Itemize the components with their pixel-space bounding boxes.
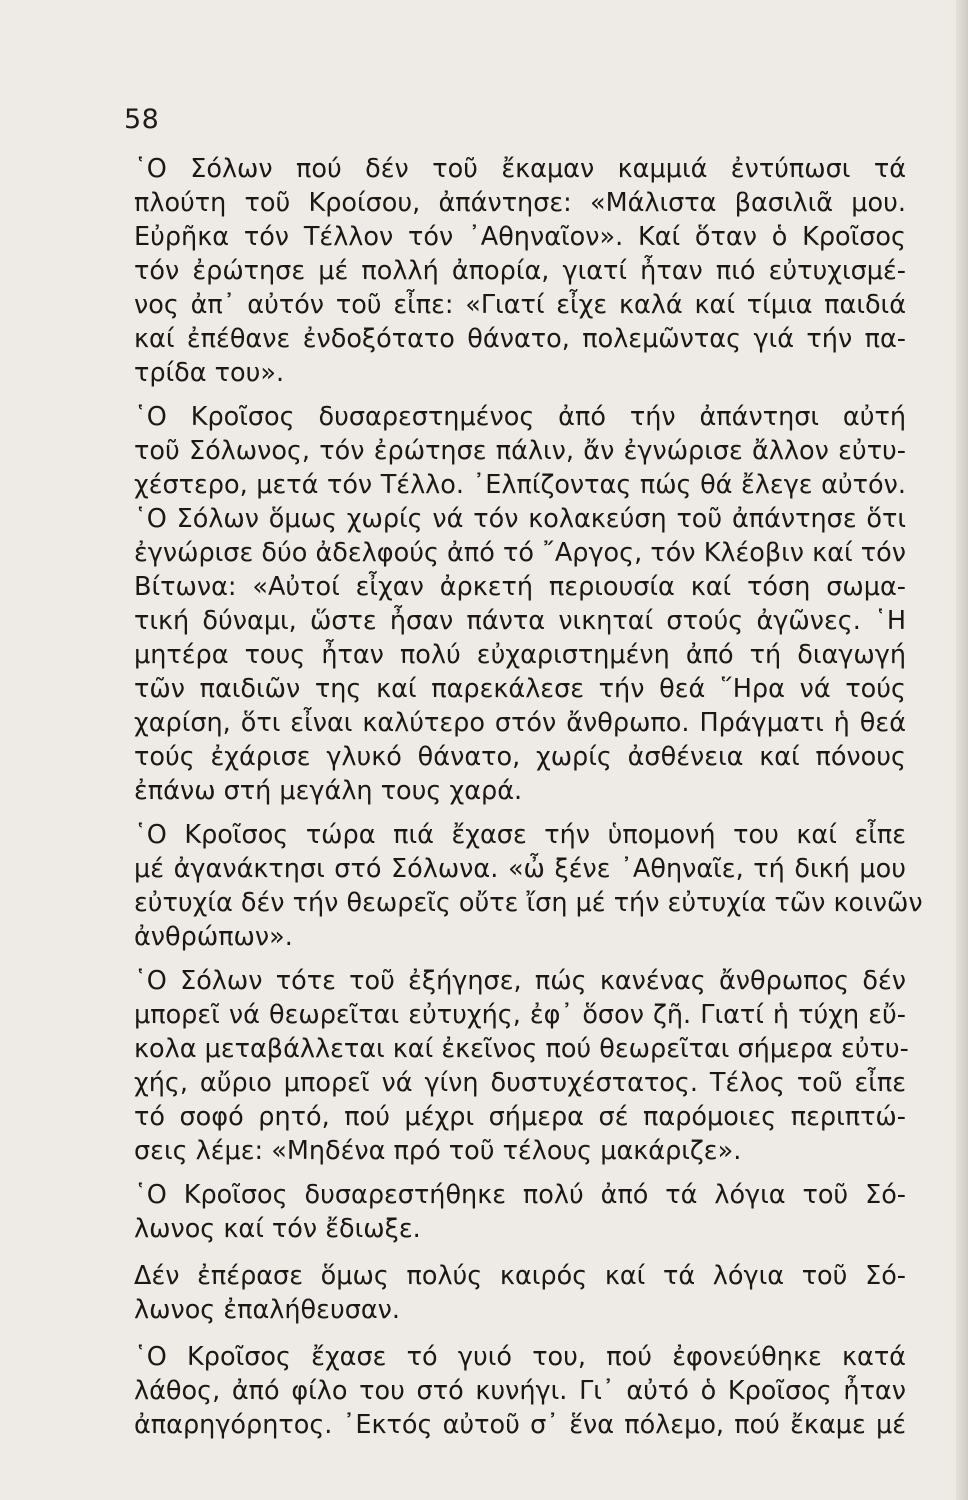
text-line: μητέρα τους ἦταν πολύ εὐχαριστημένη ἀπό τή διαγωγή <box>134 640 906 670</box>
text-line: πλούτη τοῦ Κροίσου, ἀπάντησε: «Μάλιστα βασιλιᾶ μου. <box>134 188 906 218</box>
text-line: χέστερο, μετά τόν Τέλλο. ᾿Ελπίζοντας πώς θά ἔλεγε αὐτόν. <box>134 470 906 500</box>
paragraph-5 <box>134 1178 906 1246</box>
text-line: ἐγνώρισε δύο ἀδελφούς ἀπό τό ῎Αργος, τόν Κλέοβιν καί τόν <box>134 538 906 568</box>
text-line: ἀνθρώπων». <box>134 922 293 952</box>
text-line: μέ ἀγανάκτησι στό Σόλωνα. «ὦ ξένε ᾿Αθηναῖε, τή δική μου <box>134 854 906 884</box>
paragraph-2 <box>134 400 906 808</box>
text-line: ἀπαρηγόρητος. ᾿Εκτός αὐτοῦ σ᾿ ἕνα πόλεμο, πού ἔκαμε μέ <box>134 1410 906 1440</box>
text-line: ῾Ο Σόλων πού δέν τοῦ ἔκαμαν καμμιά ἐντύπωσι τά <box>134 154 906 184</box>
text-line: σεις λέμε: «Μηδένα πρό τοῦ τέλους μακάριζε». <box>134 1136 742 1166</box>
paragraph-3 <box>134 818 923 954</box>
text-line: ῾Ο Σόλων τότε τοῦ ἐξήγησε, πώς κανένας ἄνθρωπος δέν <box>134 966 906 996</box>
text-line: τό σοφό ρητό, πού μέχρι σήμερα σέ παρόμοιες περιπτώ- <box>134 1102 906 1132</box>
text-line: τική δύναμι, ὥστε ἦσαν πάντα νικηταί στούς ἀγῶνες. ῾Η <box>134 606 906 636</box>
text-line: Εὐρῆκα τόν Τέλλον τόν ᾿Αθηναῖον». Καί ὅταν ὁ Κροῖσος <box>134 222 906 252</box>
text-line: λάθος, ἀπό φίλο του στό κυνήγι. Γι᾿ αὐτό ὁ Κροῖσος ἦταν <box>134 1376 906 1406</box>
text-line: τρίδα του». <box>134 358 285 388</box>
paragraph-6 <box>134 1259 906 1327</box>
text-line: ῾Ο Σόλων ὅμως χωρίς νά τόν κολακεύση τοῦ ἀπάντησε ὅτι <box>134 504 906 534</box>
text-line: ῾Ο Κροῖσος δυσαρεστήθηκε πολύ ἀπό τά λόγια τοῦ Σό- <box>134 1180 906 1210</box>
text-line: ἐπάνω στή μεγάλη τους χαρά. <box>134 776 523 806</box>
text-line: χής, αὔριο μπορεῖ νά γίνη δυστυχέστατος. Τέλος τοῦ εἶπε <box>134 1068 906 1098</box>
text-line: λωνος καί τόν ἔδιωξε. <box>134 1214 421 1244</box>
text-line: τούς ἐχάρισε γλυκό θάνατο, χωρίς ἀσθένεια καί πόνους <box>134 742 906 772</box>
text-line: καί ἐπέθανε ἐνδοξότατο θάνατο, πολεμῶντας γιά τήν πα- <box>134 324 906 354</box>
text-line: τοῦ Σόλωνος, τόν ἐρώτησε πάλιν, ἄν ἐγνώρισε ἄλλον εὐτυ- <box>134 436 906 466</box>
text-line: νος ἀπ᾿ αὐτόν τοῦ εἶπε: «Γιατί εἶχε καλά καί τίμια παιδιά <box>134 290 906 320</box>
text-line: τῶν παιδιῶν της καί παρεκάλεσε τήν θεά ῞Ηρα νά τούς <box>134 674 906 704</box>
paragraph-7 <box>134 1340 906 1442</box>
text-line: λωνος ἐπαλήθευσαν. <box>134 1295 401 1325</box>
text-line: ῾Ο Κροῖσος δυσαρεστημένος ἀπό τήν ἀπάντησι αὐτή <box>134 402 906 432</box>
page-number: 58 <box>124 104 160 135</box>
text-line: Δέν ἐπέρασε ὅμως πολύς καιρός καί τά λόγια τοῦ Σό- <box>134 1261 906 1291</box>
paragraph-4 <box>134 964 909 1168</box>
text-line: Βίτωνα: «Αὐτοί εἶχαν ἀρκετή περιουσία καί τόση σωμα- <box>134 572 906 602</box>
page-edge-shadow <box>956 0 968 1500</box>
text-line: μπορεῖ νά θεωρεῖται εὐτυχής, ἐφ᾿ ὅσον ζῆ. Γιατί ἡ τύχη εὔ- <box>134 1000 906 1030</box>
text-line: τόν ἐρώτησε μέ πολλή ἀπορία, γιατί ἦταν πιό εὐτυχισμέ- <box>134 256 906 286</box>
text-line: εὐτυχία δέν τήν θεωρεῖς οὔτε ἴση μέ τήν εὐτυχία τῶν κοινῶν <box>134 888 923 918</box>
text-line: χαρίση, ὅτι εἶναι καλύτερο στόν ἄνθρωπο. Πράγματι ἡ θεά <box>134 708 906 738</box>
text-line: κολα μεταβάλλεται καί ἐκεῖνος πού θεωρεῖται σήμερα εὐτυ- <box>134 1034 909 1064</box>
body-text <box>134 152 923 1452</box>
paragraph-1 <box>134 152 906 390</box>
text-line: ῾Ο Κροῖσος τώρα πιά ἔχασε τήν ὑπομονή του καί εἶπε <box>134 820 906 850</box>
text-line: ῾Ο Κροῖσος ἔχασε τό γυιό του, πού ἐφονεύθηκε κατά <box>134 1342 906 1372</box>
